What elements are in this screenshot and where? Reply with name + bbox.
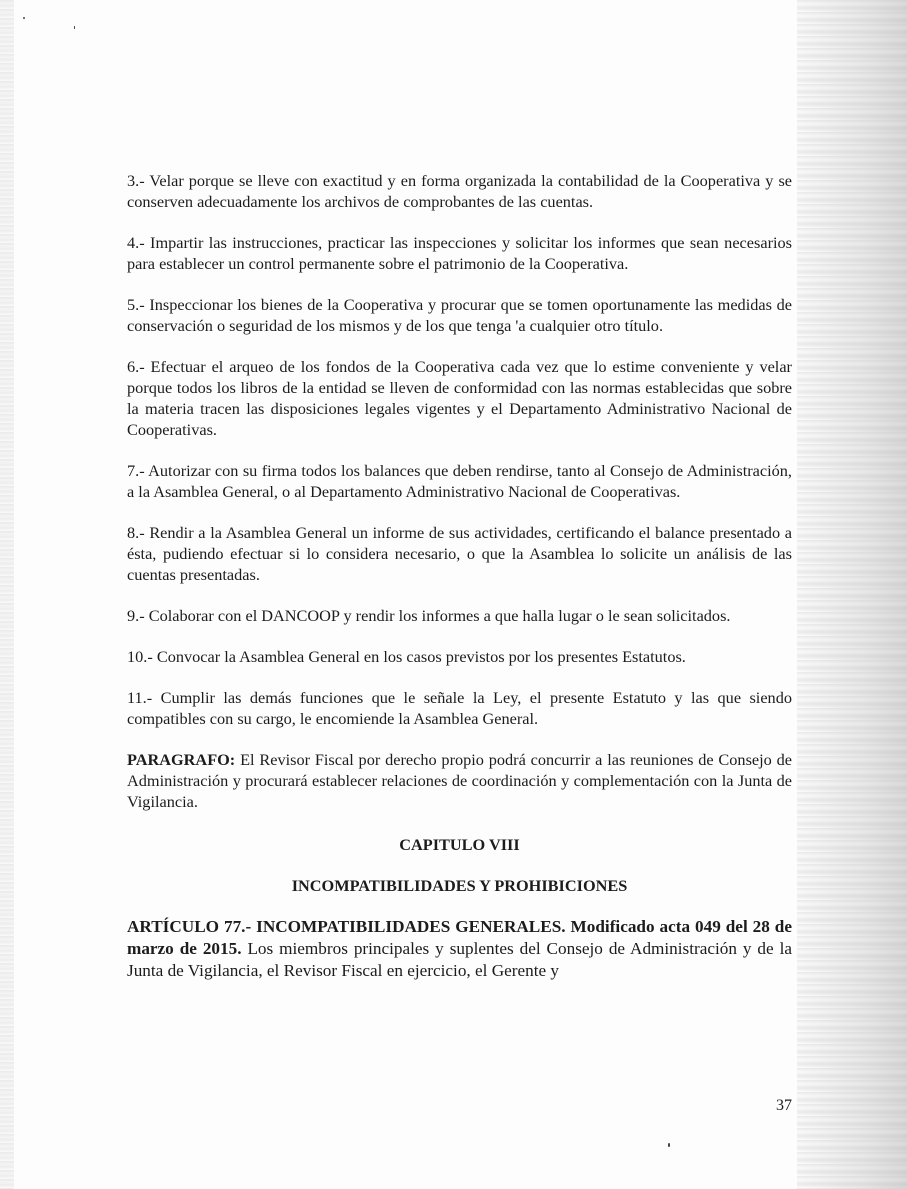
item-number: 8.- <box>127 523 145 542</box>
article-text: Los miembros principales y suplentes del Consejo de Administración y de la Junta de Vigilancia, el Revisor Fiscal en ejercicio, el Gerente y <box>127 939 792 980</box>
item-text: Cumplir las demás funciones que le señale la Ley, el presente Estatuto y las que siendo compatibles con su cargo, le encomiende la Asamblea General. <box>127 688 792 728</box>
list-item <box>127 170 792 212</box>
item-text: Rendir a la Asamblea General un informe de sus actividades, certificando el balance presentado a ésta, pudiendo efectuar si lo considera necesario, o que la Asamblea lo solicite un análisis de las cuentas presentadas. <box>127 523 792 584</box>
page-number: 37 <box>776 1097 792 1114</box>
list-item <box>127 460 792 502</box>
list-item <box>127 522 792 585</box>
list-item <box>127 356 792 440</box>
item-text: Velar porque se lleve con exactitud y en forma organizada la contabilidad de la Cooperativa y se conserven adecuadamente los archivos de comprobantes de las cuentas. <box>127 171 793 211</box>
list-item <box>127 605 792 626</box>
scan-speck <box>74 26 75 29</box>
item-text: Efectuar el arqueo de los fondos de la Cooperativa cada vez que lo estime conveniente y velar porque todos los libros de la entidad se lleven de conformidad con las normas establecidas que sobre la materia tracen las disposiciones legales vigentes y el Departamento Administrativo Nacional de Cooperativas. <box>127 357 792 439</box>
chapter-subtitle: INCOMPATIBILIDADES Y PROHIBICIONES <box>291 876 628 895</box>
item-number: 7.- <box>127 461 145 480</box>
paragrafo-text: El Revisor Fiscal por derecho propio podrá concurrir a las reuniones de Consejo de Administración y procurará establecer relaciones de coordinación y complementación con la Junta de Vigilancia. <box>127 750 792 811</box>
item-text: Inspeccionar los bienes de la Cooperativa y procurar que se tomen oportunamente las medidas de conservación o seguridad de los mismos y de los que tenga 'a cualquier otro título. <box>127 295 792 335</box>
scan-edge-right <box>797 0 907 1189</box>
item-number: 4.- <box>127 233 145 252</box>
item-number: 11.- <box>127 688 153 707</box>
article-heading: ARTÍCULO 77.- INCOMPATIBILIDADES GENERALES. Modificado acta 049 del 28 de marzo de 2015. <box>127 917 792 958</box>
scan-speck <box>23 17 25 19</box>
item-number: 3.- <box>127 171 145 190</box>
item-number: 9.- <box>127 606 145 625</box>
document-body <box>127 170 792 1002</box>
item-number: 10.- <box>127 647 153 666</box>
item-number: 5.- <box>127 295 145 314</box>
list-item <box>127 232 792 274</box>
scan-edge-left <box>0 0 14 1189</box>
item-text: Autorizar con su firma todos los balances que deben rendirse, tanto al Consejo de Administración, a la Asamblea General, o al Departamento Administrativo Nacional de Cooperativas. <box>127 461 793 501</box>
item-number: 6.- <box>127 357 145 376</box>
scan-speck <box>668 1143 670 1147</box>
list-item <box>127 687 792 729</box>
article-77 <box>127 916 792 982</box>
paragrafo <box>127 749 792 812</box>
item-text: Colaborar con el DANCOOP y rendir los informes a que halla lugar o le sean solicitados. <box>148 606 731 625</box>
chapter-title: CAPITULO VIII <box>399 835 520 854</box>
paragrafo-label: PARAGRAFO: <box>127 750 236 769</box>
item-text: Convocar la Asamblea General en los casos previstos por los presentes Estatutos. <box>156 647 686 666</box>
item-text: Impartir las instrucciones, practicar las inspecciones y solicitar los informes que sean necesarios para establecer un control permanente sobre el patrimonio de la Cooperativa. <box>127 233 792 273</box>
list-item <box>127 646 792 667</box>
list-item <box>127 294 792 336</box>
